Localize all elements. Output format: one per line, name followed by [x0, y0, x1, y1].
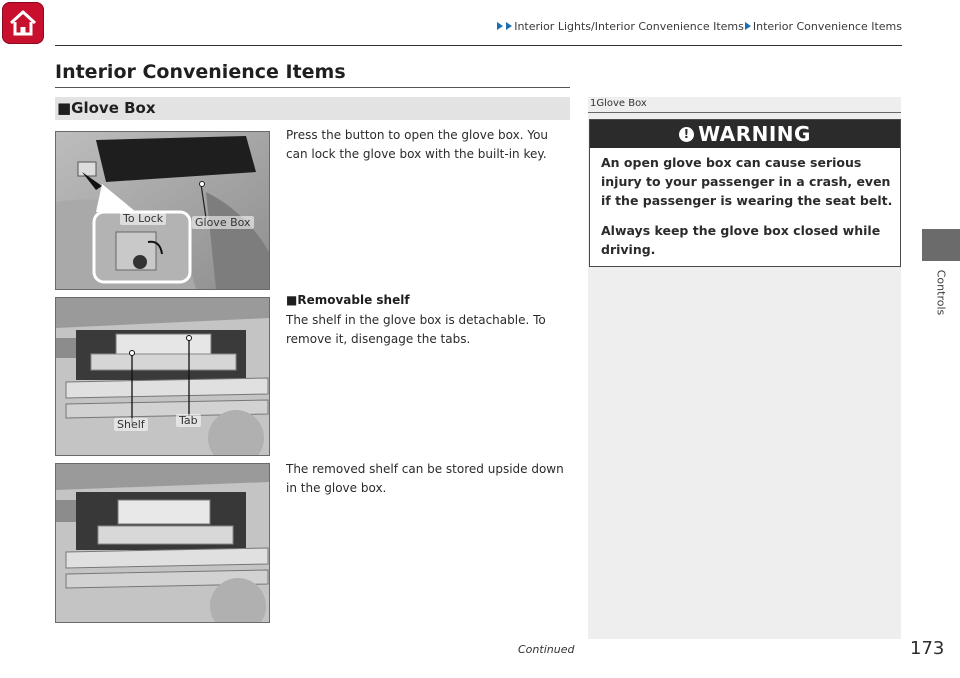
- removable-shelf-photo: [55, 297, 270, 456]
- paragraph-open-glove-box: Press the button to open the glove box. You can lock the glove box with the built-in key.: [286, 128, 549, 161]
- warning-icon: !: [679, 127, 694, 142]
- page-title: Interior Convenience Items: [55, 61, 346, 83]
- side-note-divider: [588, 112, 901, 113]
- breadcrumb-item[interactable]: Interior Lights/Interior Convenience Items: [514, 20, 744, 33]
- breadcrumb-arrow-icon: [745, 22, 751, 30]
- breadcrumb-arrow-icon: [497, 22, 503, 30]
- subheading-removable-shelf: ■Removable shelf: [286, 293, 410, 307]
- home-icon: [2, 2, 44, 44]
- paragraph-stored-shelf: The removed shelf can be stored upside down in the glove box.: [286, 462, 564, 495]
- continued-label: Continued: [518, 643, 575, 656]
- callout-to-lock: To Lock: [120, 212, 166, 225]
- header-divider: [55, 45, 902, 46]
- warning-box: [589, 119, 901, 267]
- side-tab-marker[interactable]: [922, 229, 960, 261]
- warning-text-secondary: Always keep the glove box closed while driving.: [601, 223, 881, 257]
- side-note-label: 1Glove Box: [590, 98, 647, 109]
- stored-shelf-photo: [55, 463, 270, 623]
- side-tab-label[interactable]: Controls: [934, 269, 948, 315]
- warning-text-primary: An open glove box can cause serious injury to your passenger in a crash, even if the passenger is wearing the seat belt.: [601, 155, 893, 208]
- title-divider: [55, 87, 570, 88]
- breadcrumb-item[interactable]: Interior Convenience Items: [752, 20, 902, 33]
- callout-shelf: Shelf: [114, 418, 148, 431]
- breadcrumb: [490, 20, 902, 33]
- breadcrumb-arrow-icon: [506, 22, 512, 30]
- page-number: 173: [910, 638, 945, 659]
- paragraph-removable-shelf: The shelf in the glove box is detachable. To remove it, disengage the tabs.: [286, 313, 546, 346]
- section-heading: ■Glove Box: [57, 99, 156, 117]
- callout-tab: Tab: [176, 414, 201, 427]
- warning-title: WARNING: [698, 122, 811, 146]
- warning-header: [590, 120, 900, 148]
- callout-glove-box: Glove Box: [192, 216, 254, 229]
- glove-box-lock-photo: [55, 131, 270, 290]
- home-button[interactable]: [2, 2, 44, 44]
